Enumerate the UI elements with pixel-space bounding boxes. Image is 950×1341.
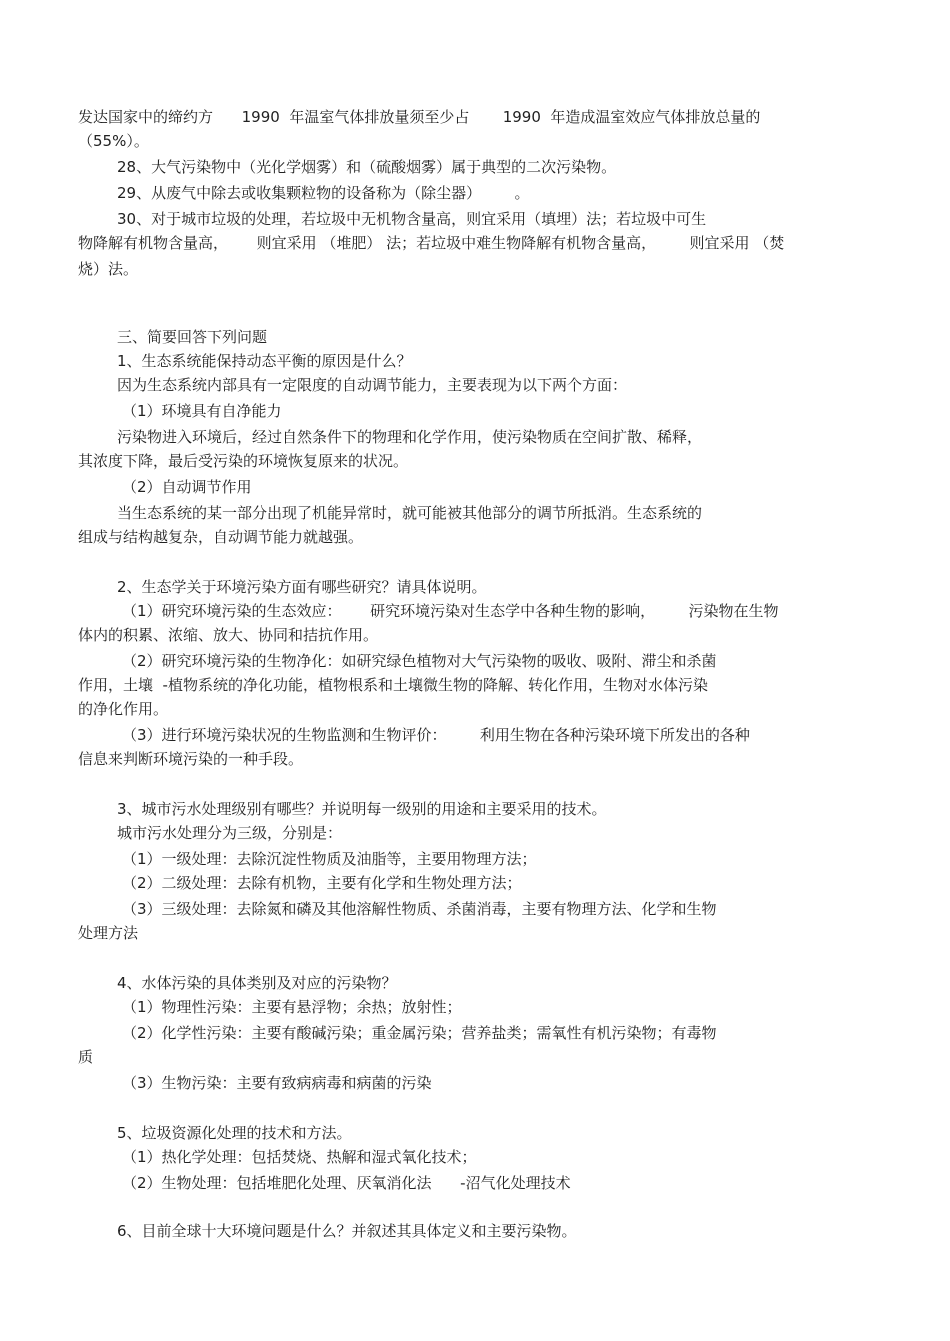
question-3: 3、城市污水处理级别有哪些？并说明每一级别的用途和主要采用的技术。 xyxy=(117,800,607,818)
text-line-6: 物降解有机物含量高， 则宜采用 （堆肥） 法；若垃圾中难生物降解有机物含量高， 则宜采用 （焚 xyxy=(78,234,785,252)
question-6: 6、目前全球十大环境问题是什么？并叙述其具体定义和主要污染物。 xyxy=(117,1222,577,1240)
subpoint: （3）生物污染：主要有致病病毒和病菌的污染 xyxy=(122,1074,432,1092)
subpoint: （3）三级处理：去除氮和磷及其他溶解性物质、杀菌消毒，主要有物理方法、化学和生物 xyxy=(122,900,717,918)
subpoint: （2）研究环境污染的生物净化：如研究绿色植物对大气污染物的吸收、吸附、滞尘和杀菌 xyxy=(122,652,717,670)
subpoint: （2）生物处理：包括堆肥化处理、厌氧消化法 -沼气化处理技术 xyxy=(122,1174,571,1192)
subpoint: （2）二级处理：去除有机物，主要有化学和生物处理方法； xyxy=(122,874,522,892)
question-1: 1、生态系统能保持动态平衡的原因是什么？ xyxy=(117,352,412,370)
subpoint: （1）研究环境污染的生态效应： 研究环境污染对生态学中各种生物的影响， 污染物在生物 xyxy=(122,602,779,620)
answer-line: 体内的积累、浓缩、放大、协同和拮抗作用。 xyxy=(78,626,379,644)
section-heading: 三、简要回答下列问题 xyxy=(117,328,268,346)
subpoint: （1）环境具有自净能力 xyxy=(122,402,282,420)
text-line-4: 29、从废气中除去或收集颗粒物的设备称为（除尘器） 。 xyxy=(117,184,530,202)
answer-line: 污染物进入环境后，经过自然条件下的物理和化学作用，使污染物质在空间扩散、稀释， xyxy=(117,428,703,446)
answer-line: 处理方法 xyxy=(78,924,139,942)
answer-line: 作用，土壤 -植物系统的净化功能，植物根系和土壤微生物的降解、转化作用，生物对水体污染 xyxy=(78,676,708,694)
text-line-2: （55%）。 xyxy=(78,132,149,150)
subpoint: （1）热化学处理：包括焚烧、热解和湿式氧化技术； xyxy=(122,1148,477,1166)
subpoint: （2）自动调节作用 xyxy=(122,478,252,496)
answer-line: 因为生态系统内部具有一定限度的自动调节能力，主要表现为以下两个方面： xyxy=(117,376,628,394)
subpoint: （1）一级处理：去除沉淀性物质及油脂等，主要用物理方法； xyxy=(122,850,537,868)
subpoint: （3）进行环境污染状况的生物监测和生物评价： 利用生物在各种污染环境下所发出的各种 xyxy=(122,726,750,744)
answer-line: 城市污水处理分为三级，分别是： xyxy=(117,824,343,842)
answer-line: 质 xyxy=(78,1048,94,1066)
text-line-5: 30、对于城市垃圾的处理，若垃圾中无机物含量高，则宜采用（填埋）法；若垃圾中可生 xyxy=(117,210,707,228)
answer-line: 组成与结构越复杂，自动调节能力就越强。 xyxy=(78,528,364,546)
subpoint: （1）物理性污染：主要有悬浮物；余热；放射性； xyxy=(122,998,462,1016)
question-2: 2、生态学关于环境污染方面有哪些研究？请具体说明。 xyxy=(117,578,487,596)
text-line-3: 28、大气污染物中（光化学烟雾）和（硫酸烟雾）属于典型的二次污染物。 xyxy=(117,158,617,176)
answer-line: 当生态系统的某一部分出现了机能异常时，就可能被其他部分的调节所抵消。生态系统的 xyxy=(117,504,703,522)
text-line-1: 发达国家中的缔约方 1990 年温室气体排放量须至少占 1990 年造成温室效应气体排放总量的 xyxy=(78,108,761,126)
answer-line: 的净化作用。 xyxy=(78,700,169,718)
subpoint: （2）化学性污染：主要有酸碱污染；重金属污染；营养盐类；需氧性有机污染物；有毒物 xyxy=(122,1024,717,1042)
question-5: 5、垃圾资源化处理的技术和方法。 xyxy=(117,1124,352,1142)
answer-line: 其浓度下降，最后受污染的环境恢复原来的状况。 xyxy=(78,452,409,470)
answer-line: 信息来判断环境污染的一种手段。 xyxy=(78,750,304,768)
text-line-7: 烧）法。 xyxy=(78,260,139,278)
question-4: 4、水体污染的具体类别及对应的污染物？ xyxy=(117,974,397,992)
